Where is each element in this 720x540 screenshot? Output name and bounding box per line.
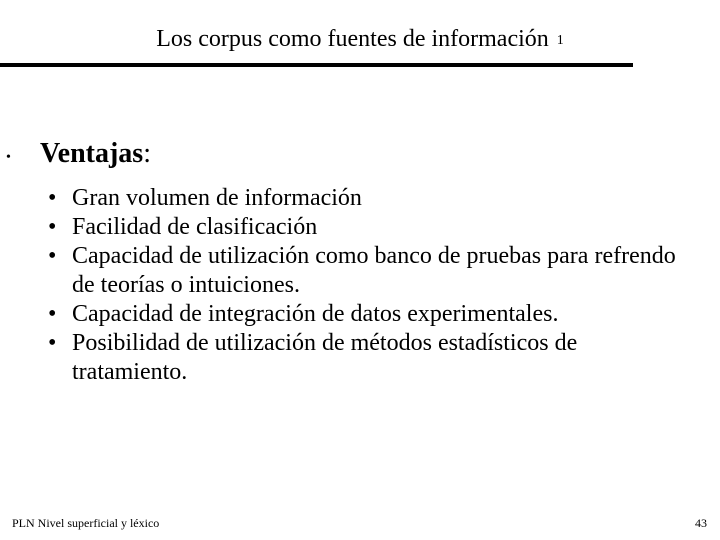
list-item-text: Capacidad de utilización como banco de pruebas para refrendo de teorías o intuiciones. [72,243,676,298]
list-item [48,242,688,300]
heading-text [40,138,151,170]
bullet-icon: • [48,185,57,211]
list-item [48,329,688,387]
advantages-list [48,184,688,387]
list-item-text: Capacidad de integración de datos experimentales. [72,301,559,327]
bullet-icon: • [6,150,11,165]
footer-course-label: PLN Nivel superficial y léxico [12,516,160,530]
heading-colon: : [143,138,151,169]
slide-title-text: Los corpus como fuentes de información [156,26,549,52]
bullet-icon: • [48,330,57,356]
slide-title-number: 1 [556,33,564,48]
slide-title [0,26,720,53]
list-item-text: Posibilidad de utilización de métodos estadísticos de tratamiento. [72,330,578,385]
list-item [48,300,688,329]
heading-label: Ventajas [40,138,144,169]
list-item [48,213,688,242]
bullet-icon: • [48,214,57,240]
footer-page-number: 43 [695,516,707,530]
title-underline-rule [0,63,633,67]
bullet-icon: • [48,301,57,327]
list-item-text: Gran volumen de información [72,185,362,211]
list-item [48,184,688,213]
list-item-text: Facilidad de clasificación [72,214,318,240]
bullet-icon: • [48,243,57,269]
